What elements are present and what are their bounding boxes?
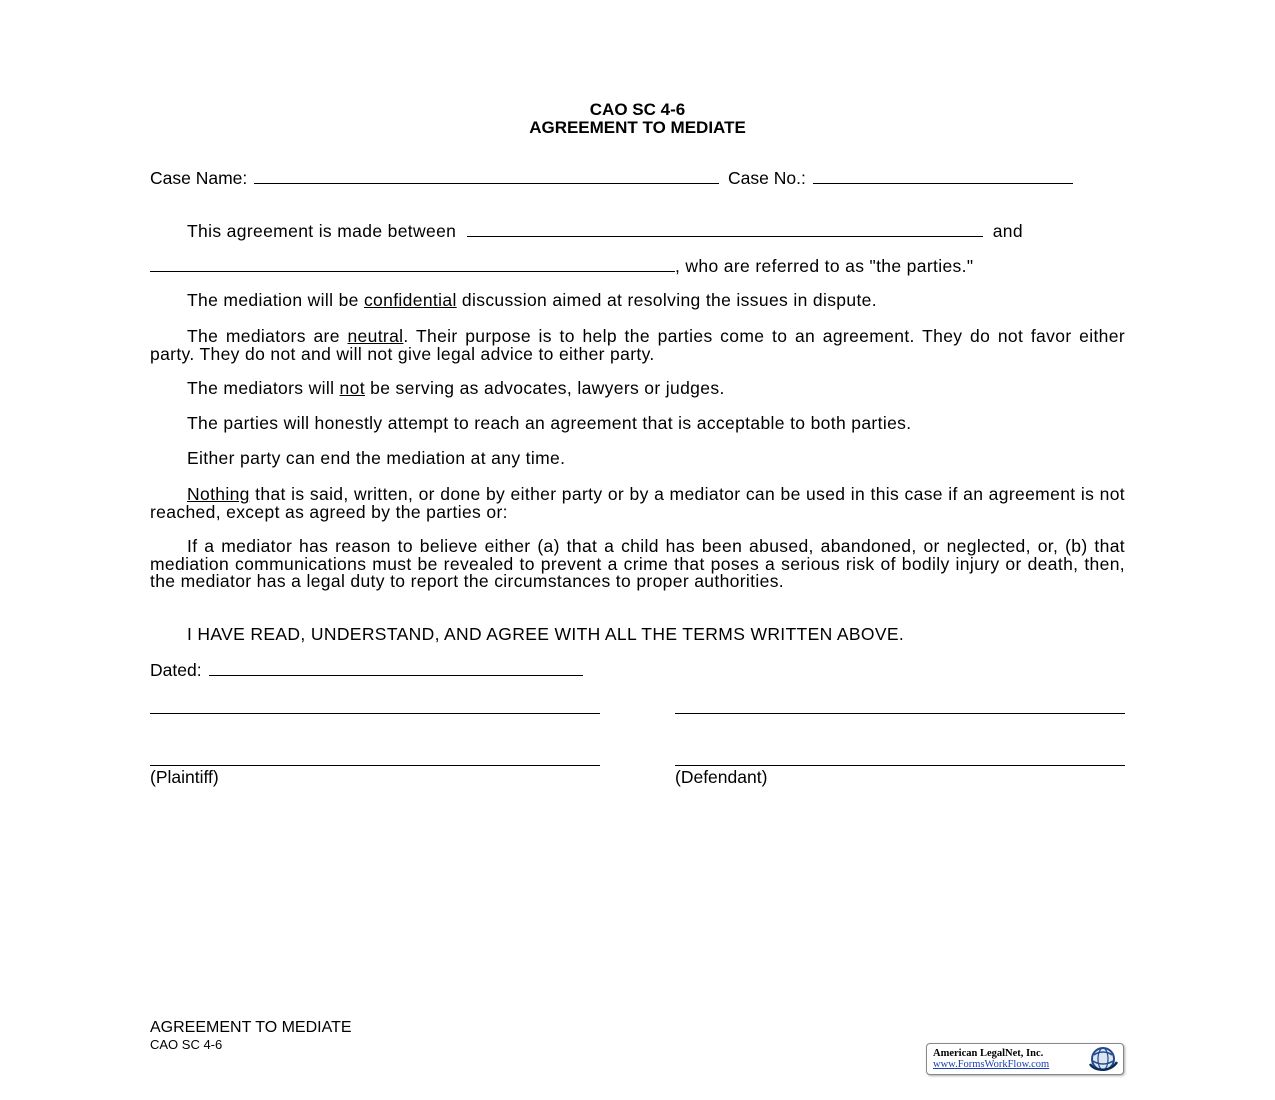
case-number-label: Case No.: (728, 168, 806, 188)
intro-and: and (992, 221, 1023, 241)
paragraph-acknowledgement: I HAVE READ, UNDERSTAND, AND AGREE WITH ALL THE TERMS WRITTEN ABOVE. (187, 624, 905, 644)
paragraph-confidential (150, 292, 1125, 310)
p1-text: The mediation will be (187, 290, 364, 310)
plaintiff-signature-line[interactable] (150, 765, 600, 766)
dated-row (150, 660, 1125, 680)
party-one-field[interactable] (467, 222, 983, 237)
defendant-label: (Defendant) (675, 767, 768, 787)
p2-text: The mediators are (187, 326, 348, 346)
paragraph-nothing-used (150, 486, 1125, 521)
party-two-field[interactable] (150, 257, 675, 272)
logo-company: American LegalNet, Inc. (933, 1048, 1044, 1059)
p6-emphasis: Nothing (187, 484, 250, 504)
case-info-row (150, 168, 1125, 188)
p2-text-end: . Their purpose is to help the parties come to an agreement. They do not favor either party. They do not and will not give legal advice to either party. (150, 326, 1126, 364)
publisher-logo[interactable] (926, 1043, 1124, 1075)
page-title: AGREEMENT TO MEDIATE (529, 118, 746, 137)
intro-prefix: This agreement is made between (187, 221, 457, 241)
footer-code: CAO SC 4-6 (150, 1037, 223, 1052)
form-code-heading: CAO SC 4-6 (589, 100, 686, 119)
case-name-label: Case Name: (150, 168, 248, 188)
paragraph-duty-to-report: If a mediator has reason to believe either (a) that a child has been abused, abandoned, or neglected, or, (b) that mediation communications must be revealed to prevent a crime that poses a serious risk of bodily injury or death, then, the mediator has a legal duty to report the circumstances to proper authorities. (150, 536, 1125, 591)
plaintiff-label: (Plaintiff) (150, 767, 219, 787)
p6-text: that is said, written, or done by either party or by a mediator can be used in this case if an agreement is not reached, except as agreed by the parties or: (150, 484, 1125, 522)
logo-url[interactable]: www.FormsWorkFlow.com (933, 1059, 1050, 1070)
paragraph-neutral (150, 328, 1125, 363)
p1-text-end: discussion aimed at resolving the issues in dispute. (456, 290, 877, 310)
defendant-signature-line[interactable] (675, 765, 1125, 766)
intro-suffix: , who are referred to as "the parties." (675, 256, 974, 276)
p3-text-end: be serving as advocates, lawyers or judges. (364, 378, 725, 398)
paragraph-not-advocates (150, 380, 1125, 398)
paragraph-honest-attempt: The parties will honestly attempt to reach an agreement that is acceptable to both parties. (187, 413, 912, 433)
p2-emphasis: neutral (347, 326, 404, 346)
case-number-field[interactable] (813, 169, 1073, 184)
paragraph-end-anytime: Either party can end the mediation at any time. (187, 448, 566, 468)
globe-icon (1087, 1046, 1119, 1072)
p1-emphasis: confidential (363, 290, 457, 310)
plaintiff-print-line[interactable] (150, 713, 600, 714)
defendant-print-line[interactable] (675, 713, 1125, 714)
case-name-field[interactable] (254, 169, 719, 184)
parties-row-2 (150, 256, 1125, 276)
dated-field[interactable] (209, 661, 583, 676)
p3-text: The mediators will (187, 378, 340, 398)
parties-row-1 (150, 221, 1125, 241)
p3-emphasis: not (339, 378, 365, 398)
dated-label: Dated: (150, 660, 202, 680)
footer-title: AGREEMENT TO MEDIATE (150, 1019, 352, 1036)
